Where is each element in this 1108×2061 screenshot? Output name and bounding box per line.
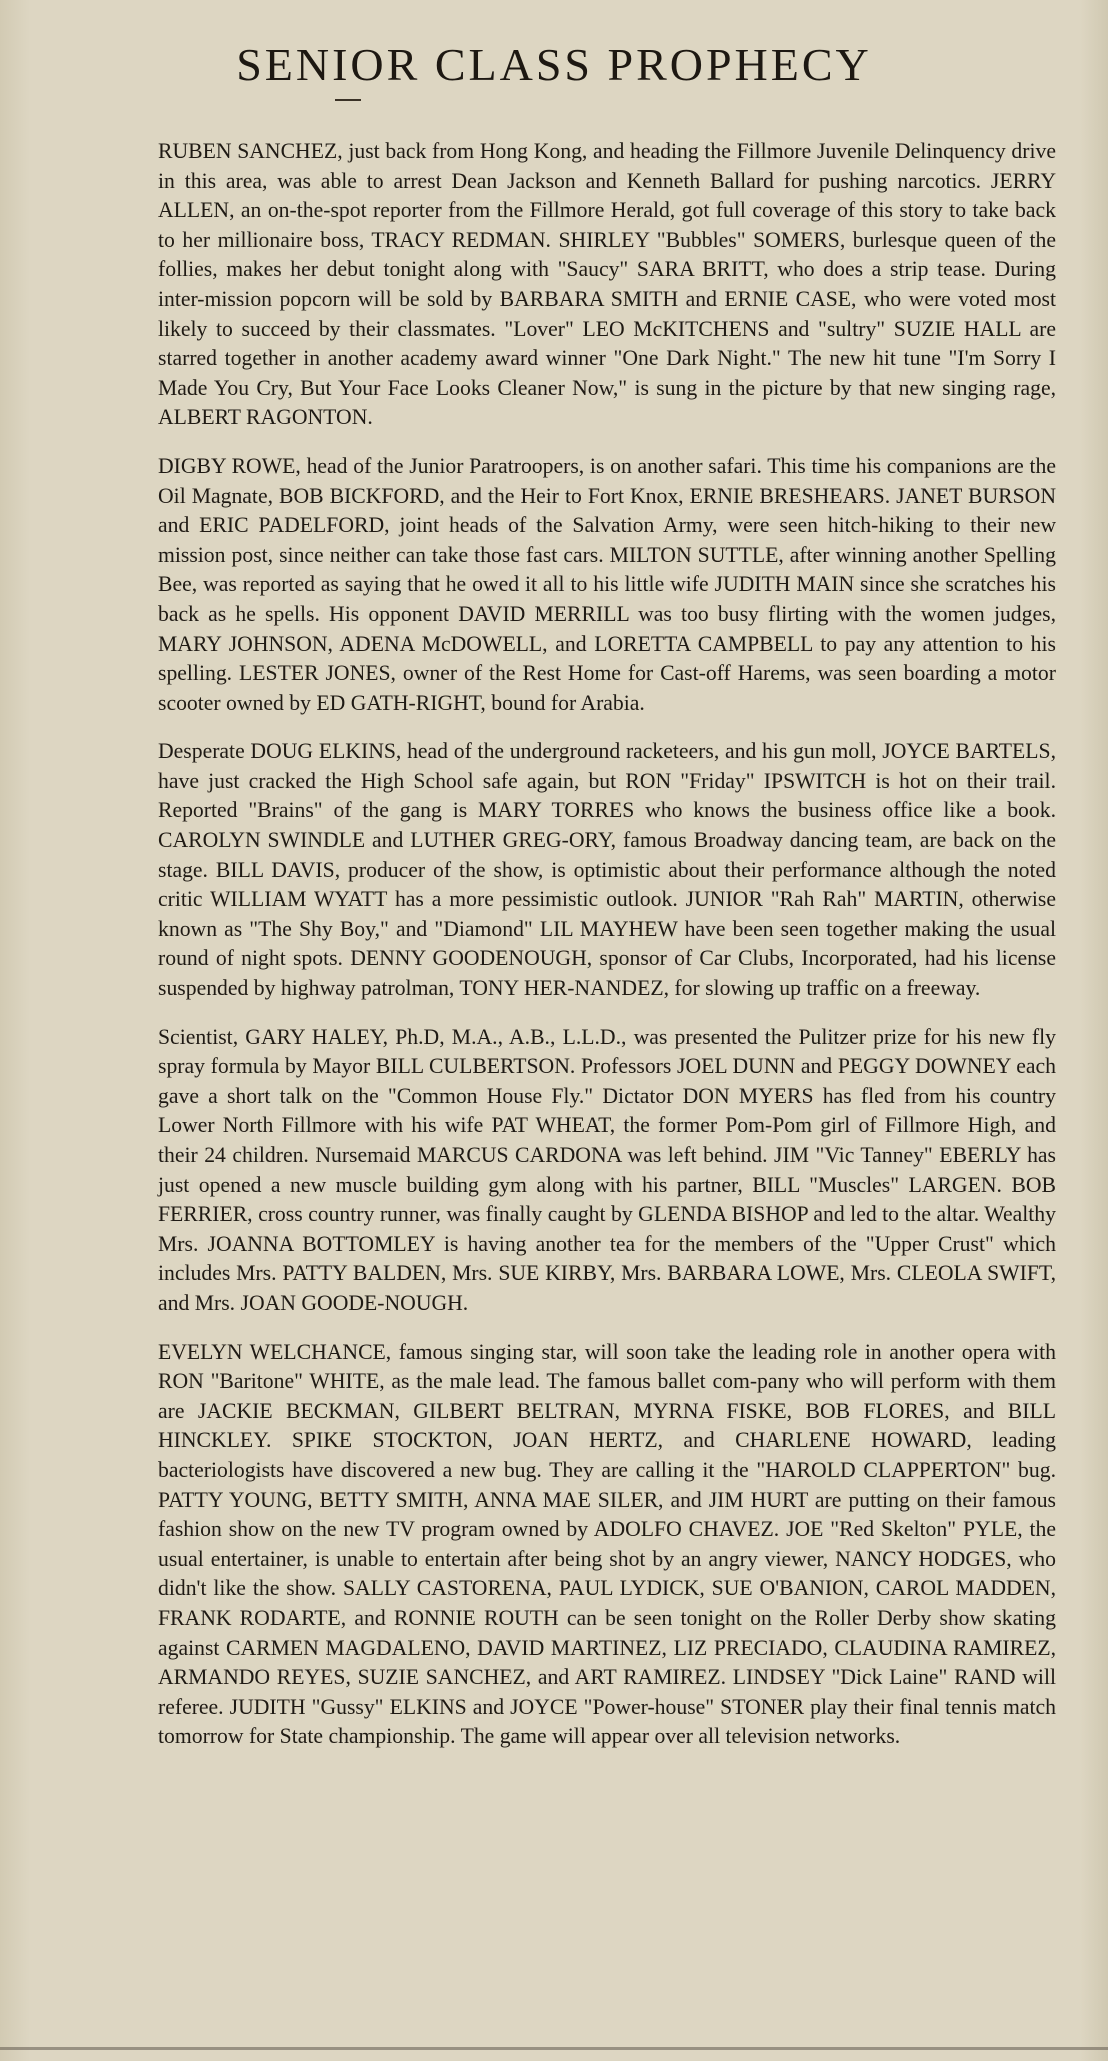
prophecy-body — [158, 137, 1056, 1771]
paragraph-2: DIGBY ROWE, head of the Junior Paratroopers, is on another safari. This time his companions are the Oil Magnate, BOB BICKFORD, and the Heir to Fort Knox, ERNIE BRESHEARS. JANET BURSON and ERIC PADELFORD, joint heads of the Salvation Army, were seen hitch-hiking to their new mission post, since neither can take those fast cars. MILTON SUTTLE, after winning another Spelling Bee, was reported as saying that he owed it all to his little wife JUDITH MAIN since she scratches his back as he spells. His opponent DAVID MERRILL was too busy flirting with the women judges, MARY JOHNSON, ADENA McDOWELL, and LORETTA CAMPBELL to pay any attention to his spelling. LESTER JONES, owner of the Rest Home for Cast-off Harems, was seen boarding a motor scooter owned by ED GATH-RIGHT, bound for Arabia. — [158, 453, 1056, 715]
bottom-edge-divider — [0, 2047, 1108, 2050]
paragraph-3: Desperate DOUG ELKINS, head of the underground racketeers, and his gun moll, JOYCE BARTELS, have just cracked the High School safe again, but RON "Friday" IPSWITCH is hot on their trail. Reported "Brains" of the gang is MARY TORRES who knows the business office like a book. CAROLYN SWINDLE and LUTHER GREG-ORY, famous Broadway dancing team, are back on the stage. BILL DAVIS, producer of the show, is optimistic about their performance although the noted critic WILLIAM WYATT has a more pessimistic outlook. JUNIOR "Rah Rah" MARTIN, otherwise known as "The Shy Boy," and "Diamond" LIL MAYHEW have been seen together making the usual round of night spots. DENNY GOODENOUGH, sponsor of Car Clubs, Incorporated, had his license suspended by highway patrolman, TONY HER-NANDEZ, for slowing up traffic on a freeway. — [158, 739, 1056, 1001]
paragraph-4: Scientist, GARY HALEY, Ph.D, M.A., A.B., L.L.D., was presented the Pulitzer prize for his new fly spray formula by Mayor BILL CULBERTSON. Professors JOEL DUNN and PEGGY DOWNEY each gave a short talk on the "Common House Fly." Dictator DON MYERS has fled from his country Lower North Fillmore with his wife PAT WHEAT, the former Pom-Pom girl of Fillmore High, and their 24 children. Nursemaid MARCUS CARDONA was left behind. JIM "Vic Tanney" EBERLY has just opened a new muscle building gym along with his partner, BILL "Muscles" LARGEN. BOB FERRIER, cross country runner, was finally caught by GLENDA BISHOP and led to the altar. Wealthy Mrs. JOANNA BOTTOMLEY is having another tea for the members of the "Upper Crust" which includes Mrs. PATTY BALDEN, Mrs. SUE KIRBY, Mrs. BARBARA LOWE, Mrs. CLEOLA SWIFT, and Mrs. JOAN GOODE-NOUGH. — [158, 1024, 1056, 1315]
paragraph-1: RUBEN SANCHEZ, just back from Hong Kong, and heading the Fillmore Juvenile Delinquency drive in this area, was able to arrest Dean Jackson and Kenneth Ballard for pushing narcotics. JERRY ALLEN, an on-the-spot reporter from the Fillmore Herald, got full coverage of this story to take back to her millionaire boss, TRACY REDMAN. SHIRLEY "Bubbles" SOMERS, burlesque queen of the follies, makes her debut tonight along with "Saucy" SARA BRITT, who does a strip tease. During inter-mission popcorn will be sold by BARBARA SMITH and ERNIE CASE, who were voted most likely to succeed by their classmates. "Lover" LEO McKITCHENS and "sultry" SUZIE HALL are starred together in another academy award winner "One Dark Night." The new hit tune "I'm Sorry I Made You Cry, But Your Face Looks Cleaner Now," is sung in the picture by that new singing rage, ALBERT RAGONTON. — [158, 139, 1056, 430]
title-underline-divider — [335, 99, 361, 101]
page-title: SENIOR CLASS PROPHECY — [236, 39, 872, 90]
paragraph-5: EVELYN WELCHANCE, famous singing star, will soon take the leading role in another opera with RON "Baritone" WHITE, as the male lead. The famous ballet com-pany who will perform with them are JACKIE BECKMAN, GILBERT BELTRAN, MYRNA FISKE, BOB FLORES, and BILL HINCKLEY. SPIKE STOCKTON, JOAN HERTZ, and CHARLENE HOWARD, leading bacteriologists have discovered a new bug. They are calling it the "HAROLD CLAPPERTON" bug. PATTY YOUNG, BETTY SMITH, ANNA MAE SILER, and JIM HURT are putting on their famous fashion show on the new TV program owned by ADOLFO CHAVEZ. JOE "Red Skelton" PYLE, the usual entertainer, is unable to entertain after being shot by an angry viewer, NANCY HODGES, who didn't like the show. SALLY CASTORENA, PAUL LYDICK, SUE O'BANION, CAROL MADDEN, FRANK RODARTE, and RONNIE ROUTH can be seen tonight on the Roller Derby show skating against CARMEN MAGDALENO, DAVID MARTINEZ, LIZ PRECIADO, CLAUDINA RAMIREZ, ARMANDO REYES, SUZIE SANCHEZ, and ART RAMIREZ. LINDSEY "Dick Laine" RAND will referee. JUDITH "Gussy" ELKINS and JOYCE "Power-house" STONER play their final tennis match tomorrow for State championship. The game will appear over all television networks. — [158, 1339, 1056, 1749]
